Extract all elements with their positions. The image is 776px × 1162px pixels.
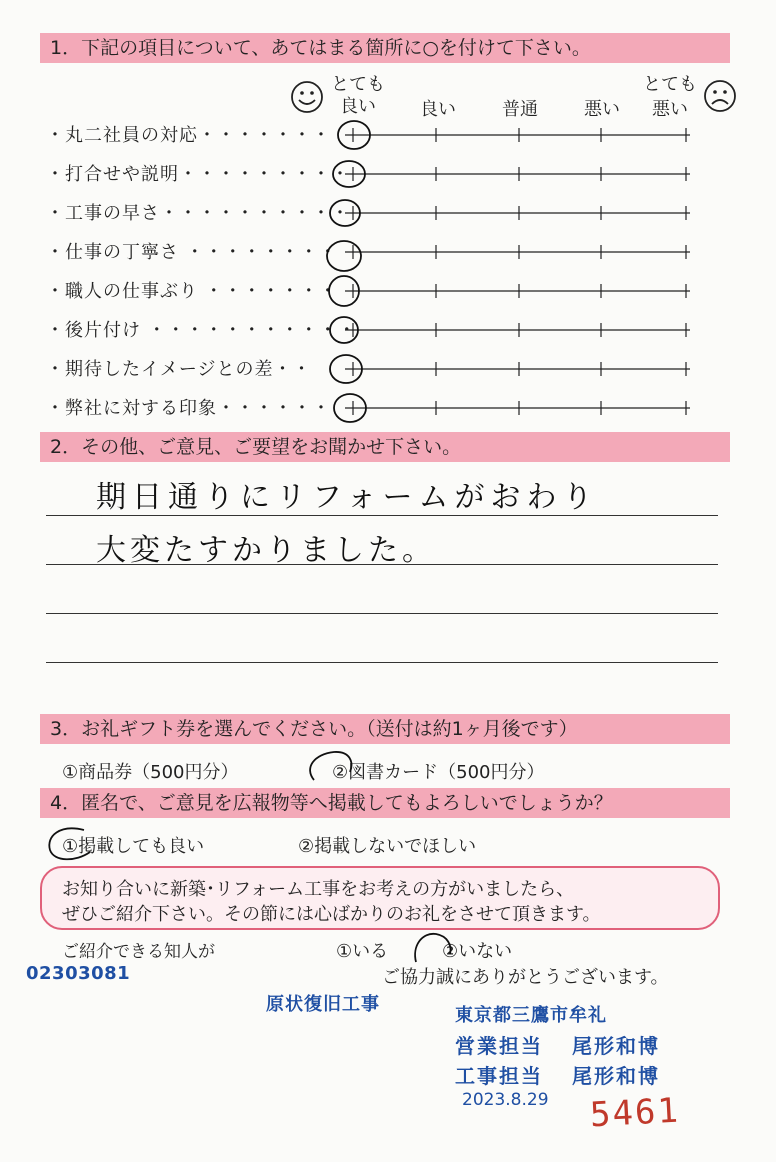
selection-circle — [40, 822, 100, 866]
rating-grid — [0, 0, 776, 430]
item-company-impression: ・弊社に対する印象・・・・・・ — [46, 398, 331, 419]
handwritten-answer-line-2: 大変たすかりました。 — [96, 533, 436, 568]
scale-top-very-bad: とても — [643, 74, 697, 95]
answer-line-4 — [46, 662, 718, 663]
referral-option-yes: ①いる — [336, 941, 389, 962]
referral-text-2: ぜひご紹介下さい。その節には心ばかりのお礼をさせて頂きます。 — [62, 904, 601, 925]
scale-very-good: 良い — [340, 96, 376, 117]
stamp-date: 2023.8.29 — [462, 1090, 549, 1110]
referral-text-1: お知り合いに新築･リフォーム工事をお考えの方がいましたら、 — [62, 879, 575, 900]
stamp-code: 02303081 — [26, 963, 131, 984]
item-craftsman-work: ・職人の仕事ぶり ・・・・・・・ — [46, 281, 338, 302]
selection-circle — [408, 928, 458, 968]
section3-heading: 3．お礼ギフト券を選んでください。（送付は約1ヶ月後です） — [40, 714, 730, 744]
item-staff-response: ・丸二社員の対応・・・・・・・ — [46, 125, 331, 146]
item-work-care: ・仕事の丁寧さ ・・・・・・・・ — [46, 242, 338, 263]
handwritten-number: 5461 — [589, 1090, 681, 1136]
section1-heading: 1．下記の項目について、あてはまる箇所に○を付けて下さい。 — [40, 33, 730, 63]
gift-option-1: ①商品券（500円分） — [62, 762, 239, 783]
thanks-text: ご協力誠にありがとうございます。 — [382, 967, 669, 988]
scale-bad: 悪い — [584, 99, 620, 120]
publish-option-1: ①掲載しても良い — [62, 836, 205, 857]
stamp-work-type: 原状復旧工事 — [266, 994, 380, 1015]
stamp-construction-label: 工事担当 — [455, 1064, 543, 1088]
scale-top-very-good: とても — [331, 74, 385, 95]
handwritten-answer-line-1: 期日通りにリフォームがおわり — [96, 480, 599, 515]
referral-question-label: ご紹介できる知人が — [62, 942, 215, 962]
answer-line-3 — [46, 613, 718, 614]
stamp-construction-name: 尾形和博 — [572, 1064, 660, 1088]
referral-box — [40, 866, 720, 930]
item-expectation-gap: ・期待したイメージとの差・・ — [46, 359, 312, 380]
rating-circle — [327, 241, 361, 271]
selection-circle — [300, 748, 360, 788]
stamp-location: 東京都三鷹市牟礼 — [455, 1005, 607, 1026]
item-work-speed: ・工事の早さ・・・・・・・・・・ — [46, 203, 350, 224]
item-cleanup: ・後片付け ・・・・・・・・・・・ — [46, 320, 357, 341]
section2-heading: 2．その他、ご意見、ご要望をお聞かせ下さい。 — [40, 432, 730, 462]
scale-normal: 普通 — [502, 99, 538, 120]
scale-very-bad: 悪い — [652, 99, 688, 120]
scale-good: 良い — [420, 99, 456, 120]
stamp-sales-label: 営業担当 — [455, 1034, 543, 1058]
referral-option-no: ②いない — [442, 941, 513, 962]
item-meeting-explanation: ・打合せや説明・・・・・・・・・ — [46, 164, 350, 185]
stamp-sales-name: 尾形和博 — [572, 1034, 660, 1058]
section4-heading: 4．匿名で、ご意見を広報物等へ掲載してもよろしいでしょうか？ — [40, 788, 730, 818]
gift-option-2: ②図書カード（500円分） — [332, 762, 545, 783]
publish-option-2: ②掲載しないでほしい — [298, 836, 477, 857]
